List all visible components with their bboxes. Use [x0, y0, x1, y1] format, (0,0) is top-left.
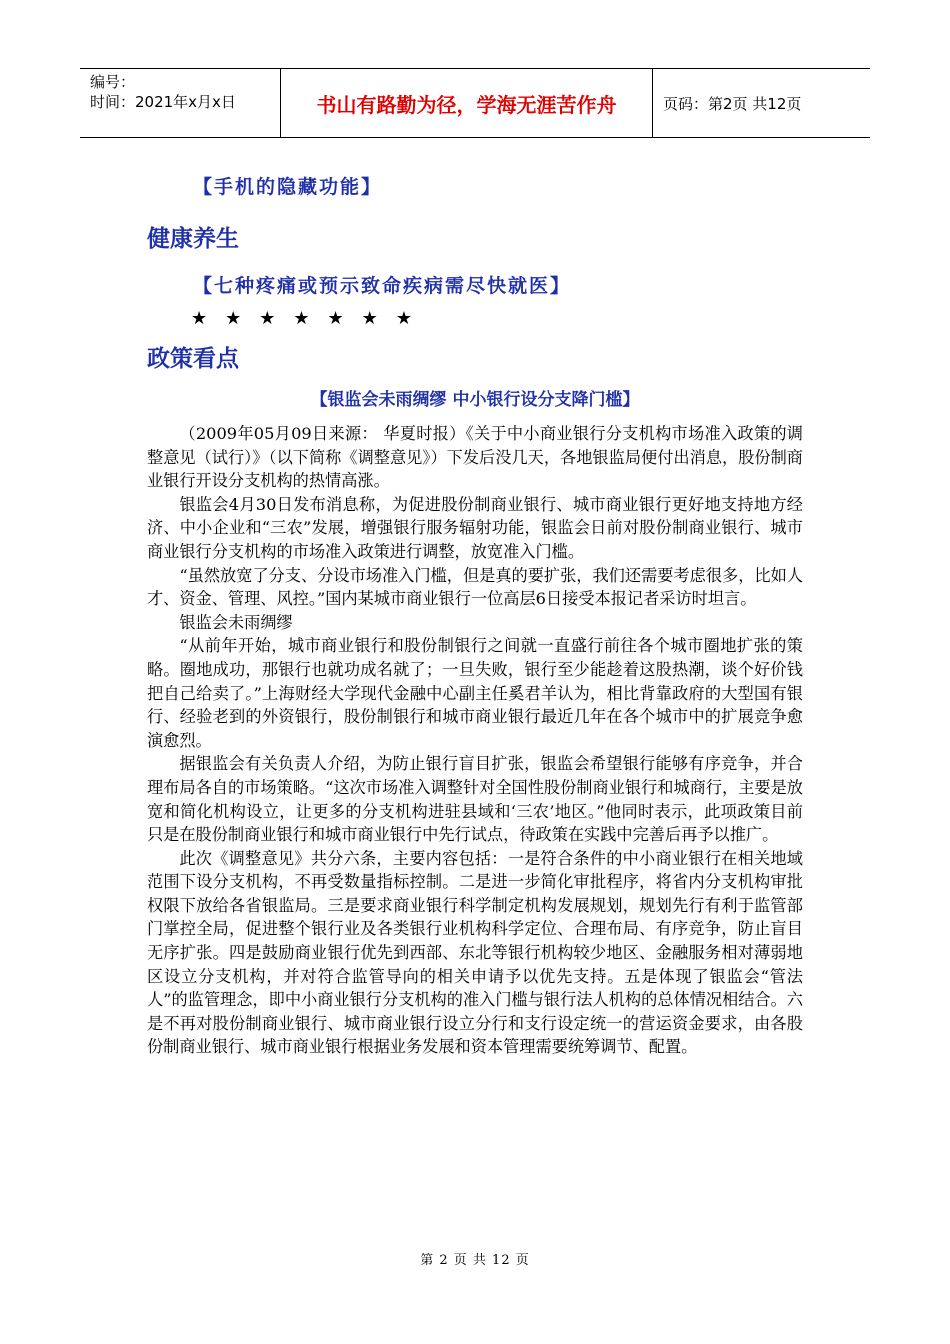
header-page-label: 页码：第2页 共12页	[663, 94, 802, 113]
document-header	[80, 68, 870, 138]
article-paragraph: 据银监会有关负责人介绍，为防止银行盲目扩张，银监会希望银行能够有序竞争，并合理布局各自的市场策略。“这次市场准入调整针对全国性股份制商业银行和城商行，主要是放宽和简化机构设立，让更多的分支机构进驻县域和‘三农’地区。”他同时表示，此项政策目前只是在股份制商业银行和城市商业银行中先行试点，待政策在实践中完善后再予以推广。	[147, 754, 803, 845]
health-article-title: 【七种疼痛或预示致命疾病需尽快就医】	[193, 275, 572, 297]
header-motto: 书山有路勤为径，学海无涯苦作舟	[281, 69, 653, 137]
article-body	[147, 422, 803, 1059]
health-section-heading: 健康养生	[147, 226, 239, 252]
page-footer: 第 2 页 共 12 页	[420, 1253, 530, 1268]
header-number-label: 编号：	[90, 73, 136, 91]
article-paragraph: （2009年05月09日来源： 华夏时报）《关于中小商业银行分支机构市场准入政策的调整意见（试行）》（以下简称《调整意见》）下发后没几天，各地银监局便付出消息，股份制商业银行开设分支机构的热情高涨。	[147, 424, 803, 491]
policy-section-heading: 政策看点	[147, 346, 239, 372]
article-subheading: 银监会未雨绸缪	[179, 612, 293, 632]
article-paragraph: 此次《调整意见》共分六条，主要内容包括：一是符合条件的中小商业银行在相关地域范围下设分支机构，不再受数量指标控制。二是进一步简化审批程序，将省内分支机构审批权限下放给各省银监局。三是要求商业银行科学制定机构发展规划，规划先行有利于监管部门掌控全局，促进整个银行业及各类银行业机构科学定位、合理布局、有序竞争，防止盲目无序扩张。四是鼓励商业银行优先到西部、东北等银行机构较少地区、金融服务相对薄弱地区设立分支机构，并对符合监管导向的相关申请予以优先支持。五是体现了银监会“管法人”的监管理念，即中小商业银行分支机构的准入门槛与银行法人机构的总体情况相结合。六是不再对股份制商业银行、城市商业银行设立分行和支行设定统一的营运资金要求，由各股份制商业银行、城市商业银行根据业务发展和资本管理需要统筹调节、配置。	[147, 848, 803, 1057]
article-paragraph: “从前年开始，城市商业银行和股份制银行之间就一直盛行前往各个城市圈地扩张的策略。圈地成功，那银行也就功成名就了；一旦失败，银行至少能趁着这股热潮，谈个好价钱把自己给卖了。”上海财经大学现代金融中心副主任奚君羊认为，相比背靠政府的大型国有银行、经验老到的外资银行，股份制银行和城市商业银行最近几年在各个城市中的扩展竞争愈演愈烈。	[147, 636, 803, 750]
policy-article-title: 【银监会未雨绸缪 中小银行设分支降门槛】	[310, 390, 640, 410]
star-divider: ★★★★★★★	[191, 308, 430, 329]
article-paragraph: “虽然放宽了分支、分设市场准入门槛，但是真的要扩张，我们还需要考虑很多，比如人才、资金、管理、风控。”国内某城市商业银行一位高层6日接受本报记者采访时坦言。	[147, 565, 803, 609]
header-meta-cell	[80, 69, 281, 137]
article-paragraph: 银监会4月30日发布消息称，为促进股份制商业银行、城市商业银行更好地支持地方经济、中小企业和“三农”发展，增强银行服务辐射功能，银监会日前对股份制商业银行、城市商业银行分支机构的市场准入政策进行调整，放宽准入门槛。	[147, 494, 803, 561]
header-time-label: 时间：2021年x月x日	[90, 93, 236, 111]
phone-features-title: 【手机的隐藏功能】	[193, 176, 383, 198]
